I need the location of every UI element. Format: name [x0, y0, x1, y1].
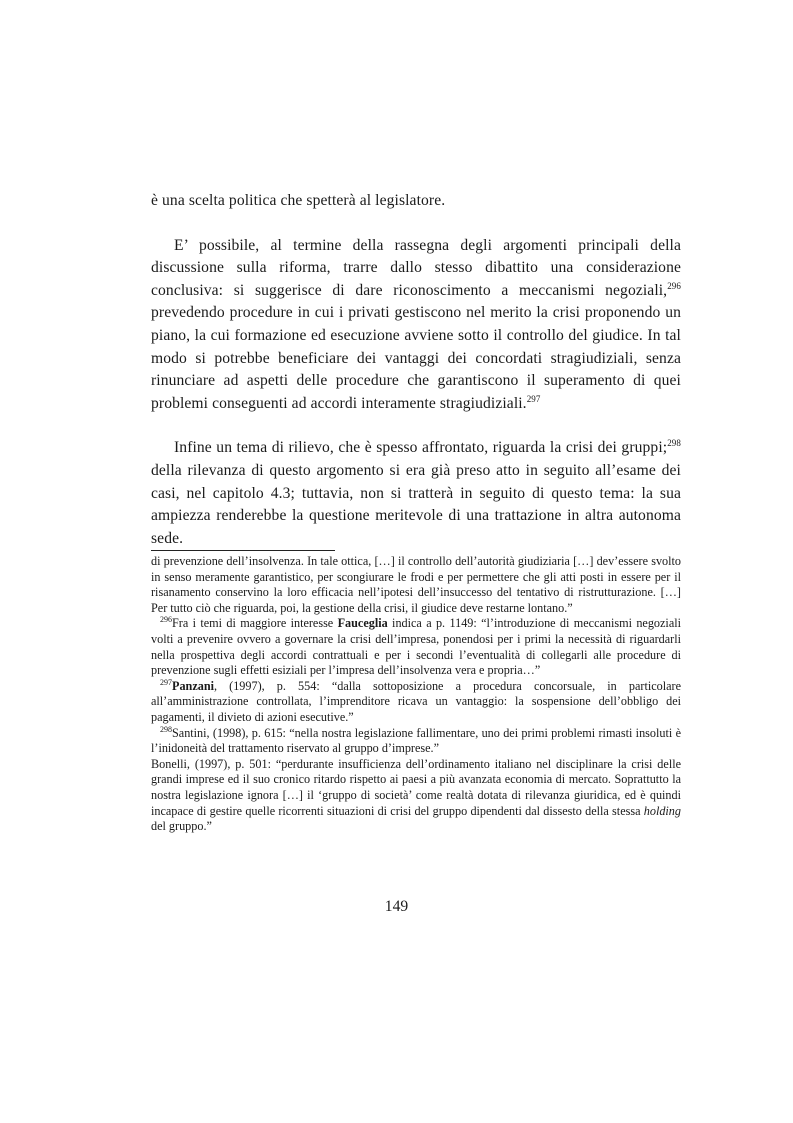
- footnote-ref-296[interactable]: 296: [667, 280, 681, 291]
- footnote-separator: [151, 550, 335, 551]
- footnote-296-text-b: indica a p. 1149: “l’introduzione di meccanismi negoziali volti a prevenire ovvero a governare la crisi dell’impresa, ponendosi per i primi la necessità di riguardarli nella prospettiva degli accordi contrattuali e per i secondi l’eventualità di collegarli alle procedure di prevenzione sugli effetti esiziali per l’impresa dell’insolvenza vera e propria…”: [151, 616, 682, 678]
- footnote-297-author: Panzani: [172, 678, 214, 693]
- paragraph-1: è una scelta politica che spetterà al legislatore.: [151, 192, 446, 209]
- footnote-297-text: , (1997), p. 554: “dalla sottoposizione a procedura concorsuale, in particolare all’amministrazione controllata, l’imprenditore ricava un vantaggio: la sospensione dell’obbligo dei pagamenti, il divieto di azioni esecutive.”: [151, 678, 681, 724]
- footnote-continuation: di prevenzione dell’insolvenza. In tale ottica, […] il controllo dell’autorità giudiziaria […] dev’essere svolto in senso meramente garantistico, per scongiurare le frodi e per permettere che gli atti posti in essere per il risanamento conservino la loro efficacia nell’ipotesi dell’insuccesso del tentativo di ristrutturazione. […] Per tutto ciò che riguarda, poi, la gestione della crisi, il giudice deve restarne lontano.”: [151, 554, 681, 615]
- paragraph-2-text-a: E’ possibile, al termine della rassegna degli argomenti principali della discussione sulla riforma, trarre dallo stesso dibattito una considerazione conclusiva: si suggerisce di dare riconoscimento a meccanismi negoziali,: [151, 236, 681, 299]
- footnote-ref-297[interactable]: 297: [526, 393, 541, 404]
- page-number: 149: [384, 898, 409, 915]
- paragraph-3-text-a: Infine un tema di rilievo, che è spesso affrontato, riguarda la crisi dei gruppi;: [174, 439, 668, 457]
- footnotes: [151, 554, 681, 835]
- footnote-296-text-a: Fra i temi di maggiore interesse: [172, 616, 338, 631]
- footnote-298: [151, 726, 681, 757]
- footnote-298-number: 298: [160, 724, 172, 734]
- footnote-ref-298[interactable]: 298: [667, 438, 681, 449]
- footnote-296-number: 296: [160, 615, 172, 625]
- footnote-298-continued: [151, 757, 681, 835]
- paragraph-2: [151, 235, 681, 416]
- footnote-296: [151, 616, 681, 678]
- main-text: [151, 190, 681, 550]
- paragraph-3-text-b: della rilevanza di questo argomento si era già preso atto in seguito all’esame dei casi, nel capitolo 4.3; tuttavia, non si tratterà in seguito di questo tema: la sua ampiezza renderebbe la questione meritevole di una trattazione in altra autonoma sede.: [151, 461, 681, 547]
- paragraph-2-text-b: prevedendo procedure in cui i privati gestiscono nel merito la crisi proponendo un piano, la cui formazione ed esecuzione avviene sotto il controllo del giudice. In tal modo si potrebbe beneficiare dei vantaggi dei concordati stragiudiziali, senza rinunciare ad aspetti delle procedure che garantiscono il superamento di quei problemi conseguenti ad accordi interamente stragiudiziali.: [151, 304, 681, 412]
- footnote-298-text-a: Santini, (1998), p. 615: “nella nostra legislazione fallimentare, uno dei primi problemi rimasti insoluti è l’inidoneità del trattamento riservato al gruppo d’imprese.”: [151, 725, 681, 756]
- footnote-297: [151, 679, 681, 726]
- footnote-297-number: 297: [160, 677, 172, 687]
- paragraph-3: [151, 437, 681, 550]
- footnote-298-text-c: del gruppo.”: [151, 819, 212, 834]
- footnote-298-emphasis: holding: [643, 803, 681, 818]
- footnote-296-author: Fauceglia: [337, 616, 388, 631]
- footnote-298-text-b: Bonelli, (1997), p. 501: “perdurante insufficienza dell’ordinamento italiano nel disciplinare la crisi delle grandi imprese ed il suo cronico ritardo rispetto ai paesi a più avanzata economia di mercato. Soprattutto la nostra legislazione ignora […] il ‘gruppo di società’ come realtà dotata di rilevanza giuridica, ed è quindi incapace di gestire quelle ricorrenti situazioni di crisi del gruppo dipendenti dal dissesto della stessa: [151, 756, 681, 818]
